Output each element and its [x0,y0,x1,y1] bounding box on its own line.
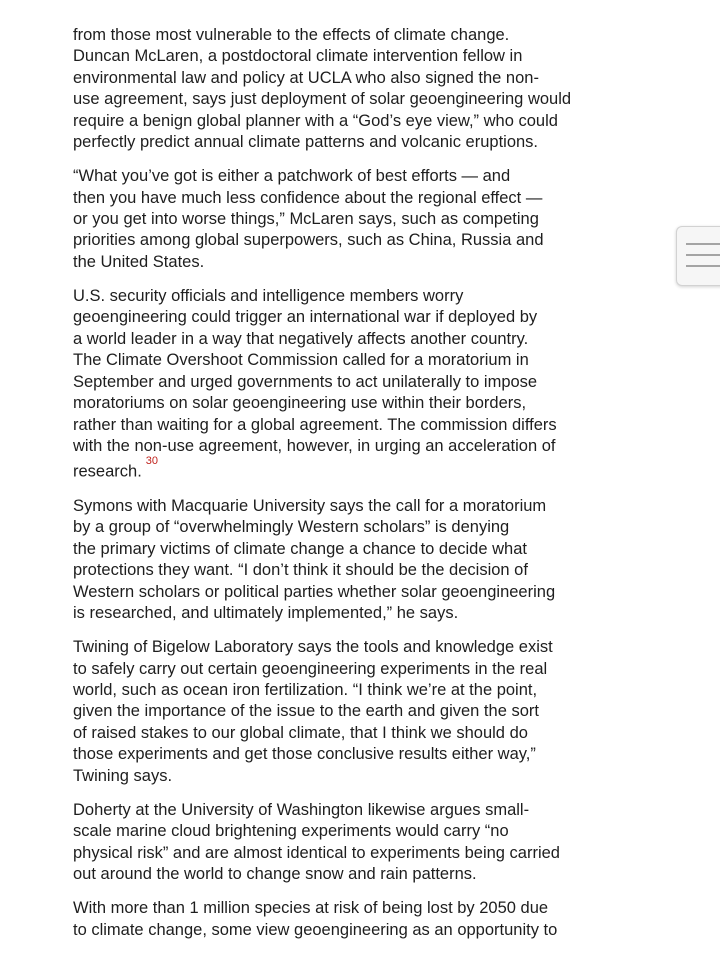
text-line: research. [73,462,142,481]
text-line: or you get into worse things,” McLaren says, such as competing [73,210,539,229]
paragraph [73,166,618,273]
text-line: then you have much less confidence about the regional effect — [73,188,543,207]
text-line: protections they want. “I don’t think it should be the decision of [73,561,528,580]
text-line: with the non-use agreement, however, in urging an acceleration of [73,436,556,455]
text-line: priorities among global superpowers, such as China, Russia and [73,231,544,250]
text-line: September and urged governments to act unilaterally to impose [73,372,538,391]
text-line: geoengineering could trigger an international war if deployed by [73,308,538,327]
paragraph [73,286,618,483]
text-line: world, such as ocean iron fertilization. “I think we’re at the point, [73,681,538,700]
text-line: U.S. security officials and intelligence members worry [73,287,464,306]
text-line: by a group of “overwhelmingly Western scholars” is denying [73,518,510,537]
text-line: rather than waiting for a global agreement. The commission differs [73,415,557,434]
paragraph [73,496,618,624]
paragraph [73,800,618,886]
text-line: perfectly predict annual climate patterns and volcanic eruptions. [73,133,539,152]
text-line: the United States. [73,252,205,271]
text-line: require a benign global planner with a “God’s eye view,” who could [73,111,558,130]
text-line-with-footnote [73,457,618,483]
text-line: The Climate Overshoot Commission called for a moratorium in [73,351,529,370]
text-line: of raised stakes to our global climate, that I think we should do [73,723,528,742]
text-line: scale marine cloud brightening experiments would carry “no [73,822,509,841]
text-line: from those most vulnerable to the effects of climate change. [73,26,510,44]
footnote-link[interactable]: 30 [145,455,159,468]
text-line: given the importance of the issue to the earth and given the sort [73,702,539,721]
article-body [73,25,618,954]
text-line: Doherty at the University of Washington likewise argues small- [73,800,530,819]
text-line: moratoriums on solar geoengineering use within their borders, [73,394,527,413]
paragraph [73,898,618,941]
text-line: to safely carry out certain geoengineering experiments in the real [73,659,548,678]
paragraph [73,637,618,787]
text-line: “What you’ve got is either a patchwork of best efforts — and [73,167,511,186]
text-line: Twining of Bigelow Laboratory says the tools and knowledge exist [73,638,553,657]
text-line: Duncan McLaren, a postdoctoral climate intervention fellow in [73,47,523,66]
text-line: Twining says. [73,766,173,785]
text-line: those experiments and get those conclusive results either way,” [73,745,536,764]
paragraph [73,25,618,153]
text-line: environmental law and policy at UCLA who also signed the non- [73,68,539,87]
text-line: the primary victims of climate change a chance to decide what [73,539,527,558]
text-line: physical risk” and are almost identical to experiments being carried [73,843,560,862]
text-line: With more than 1 million species at risk of being lost by 2050 due [73,899,549,918]
text-line: to climate change, some view geoengineering as an opportunity to [73,920,558,939]
text-line: use agreement, says just deployment of solar geoengineering would [73,90,572,109]
text-line: Western scholars or political parties whether solar geoengineering [73,582,556,601]
text-line: out around the world to change snow and rain patterns. [73,865,477,884]
side-menu-button[interactable] [676,226,720,286]
text-line: Symons with Macquarie University says the call for a moratorium [73,497,547,516]
text-line: is researched, and ultimately implemented,” he says. [73,604,459,623]
text-line: a world leader in a way that negatively affects another country. [73,329,529,348]
